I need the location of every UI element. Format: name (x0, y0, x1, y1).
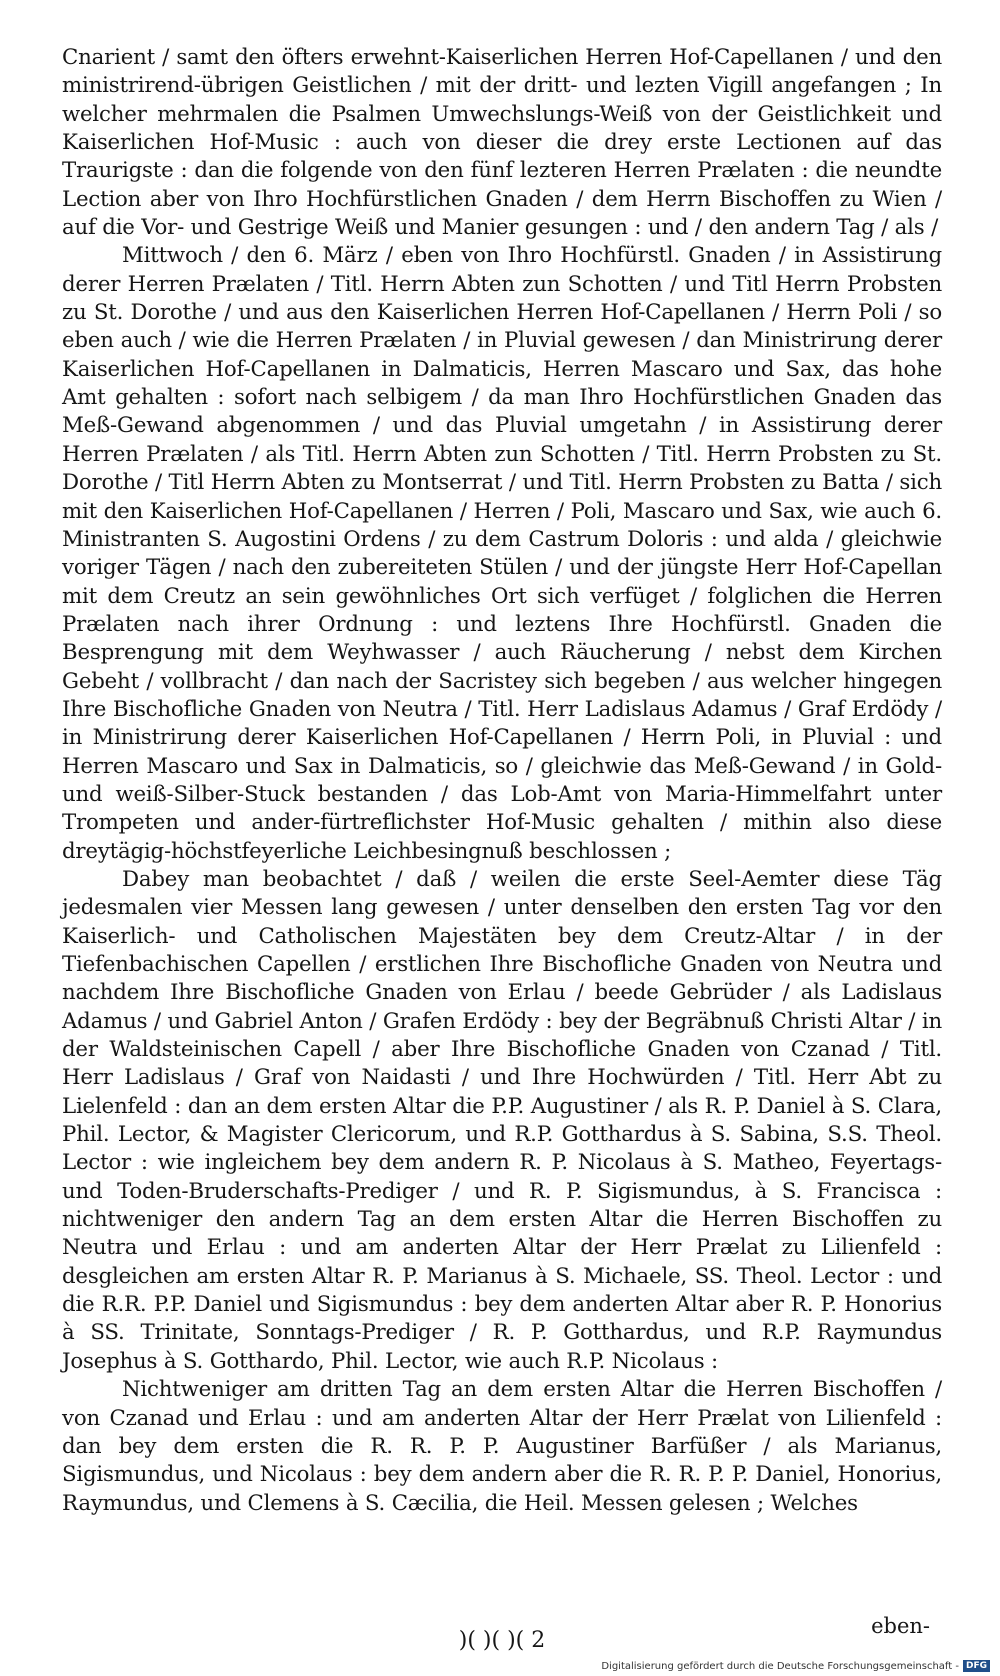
catchword: eben- (871, 1614, 930, 1638)
signature-mark: )( )( )( 2 (458, 1628, 546, 1653)
paragraph-1: Cnarient / samt den öfters erwehnt-Kaiserlichen Herren Hof-Capellanen / und den ministrirend-übrigen Geistlichen / mit der dritt- und lezten Vigill angefangen ; In welcher mehrmalen die Psalmen Umwechslungs-Weiß von der Geistlichkeit und Kaiserlichen Hof-Music : auch von dieser die drey erste Lectionen auf das Traurigste : dan die folgende von den fünf lezteren Herren Prælaten : die neundte Lection aber von Ihro Hochfürstlichen Gnaden / dem Herrn Bischoffen zu Wien / auf die Vor- und Gestrige Weiß und Manier gesungen : und / den andern Tag / als / (62, 45, 942, 241)
paragraph-2: Mittwoch / den 6. März / eben von Ihro Hochfürstl. Gnaden / in Assistirung derer Herren Prælaten / Titl. Herrn Abten zun Schotten / und Titl Herrn Probsten zu St. Dorothe / und aus den Kaiserlichen Herren Hof-Capellanen / Herrn Poli / so eben auch / wie die Herren Prælaten / in Pluvial gewesen / dan Ministrirung derer Kaiserlichen Hof-Capellanen in Dalmaticis, Herren Mascaro und Sax, das hohe Amt gehalten : sofort nach selbigem / da man Ihro Hochfürstlichen Gnaden das Meß-Gewand abgenommen / und das Pluvial umgetahn / in Assistirung derer Herren Prælaten / als Titl. Herrn Abten zun Schotten / Titl. Herrn Probsten zu St. Dorothe / Titl Herrn Abten zu Montserrat / und Titl. Herrn Probsten zu Batta / sich mit den Kaiserlichen Hof-Capellanen / Herren / Poli, Mascaro und Sax, wie auch 6. Ministranten S. Augostini Ordens / zu dem Castrum Doloris : und alda / gleichwie voriger Tägen / nach den zubereiteten Stülen / und der jüngste Herr Hof-Capellan mit dem Creutz an sein gewöhnliches Ort sich verfüget / folglichen die Herren Prælaten nach ihrer Ordnung : und leztens Ihre Hochfürstl. Gnaden die Besprengung mit dem Weyhwasser / auch Räucherung / nebst dem Kirchen Gebeht / vollbracht / dan nach der Sacristey sich begeben / aus welcher hingegen Ihre Bischofliche Gnaden von Neutra / Titl. Herr Ladislaus Adamus / Graf Erdödy / in Ministrirung derer Kaiserlichen Hof-Capellanen / Herrn Poli, in Pluvial : und Herren Mascaro und Sax in Dalmaticis, so / gleichwie das Meß-Gewand / in Gold- und weiß-Silber-Stuck bestanden / das Lob-Amt von Maria-Himmelfahrt unter Trompeten und ander-fürtreflichster Hof-Music gehalten / mithin also diese dreytägig-höchstfeyerliche Leichbesingnuß beschlossen ; (62, 243, 942, 864)
paragraph-4: Nichtweniger am dritten Tag an dem ersten Altar die Herren Bischoffen / von Czanad und Erlau : und am anderten Altar der Herr Prælat von Lilienfeld : dan bey dem ersten die R. R. P. P. Augustiner Barfüßer / als Marianus, Sigismundus, und Nicolaus : bey dem andern aber die R. R. P. P. Daniel, Honorius, Raymundus, und Clemens à S. Cæcilia, die Heil. Messen gelesen ; Welches (62, 1377, 942, 1516)
paragraph-3: Dabey man beobachtet / daß / weilen die erste Seel-Aemter diese Täg jedesmalen vier Messen lang gewesen / unter denselben den ersten Tag vor den Kaiserlich- und Catholischen Majestäten bey dem Creutz-Altar / in der Tiefenbachischen Capellen / erstlichen Ihre Bischofliche Gnaden von Neutra und nachdem Ihre Bischofliche Gnaden von Erlau / beede Gebrüder / als Ladislaus Adamus / und Gabriel Anton / Grafen Erdödy : bey der Begräbnuß Christi Altar / in der Waldsteinischen Capell / aber Ihre Bischofliche Gnaden von Czanad / Titl. Herr Ladislaus / Graf von Naidasti / und Ihre Hochwürden / Titl. Herr Abt zu Lielenfeld : dan an dem ersten Altar die P.P. Augustiner / als R. P. Daniel à S. Clara, Phil. Lector, & Magister Clericorum, und R.P. Gotthardus à S. Sabina, S.S. Theol. Lector : wie ingleichem bey dem andern R. P. Nicolaus à S. Matheo, Feyertags- und Toden-Bruderschafts-Prediger / und R. P. Sigismundus, à S. Francisca : nichtweniger den andern Tag an dem ersten Altar die Herren Bischoffen zu Neutra und Erlau : und am anderten Altar der Herr Prælat zu Lilienfeld : desgleichen am ersten Altar R. P. Marianus à S. Michaele, SS. Theol. Lector : und die R.R. P.P. Daniel und Sigismundus : bey dem anderten Altar aber R. P. Honorius à SS. Trinitate, Sonntags-Prediger / R. P. Gotthardus, und R.P. Raymundus Josephus à S. Gotthardo, Phil. Lector, wie auch R.P. Nicolaus : (62, 866, 942, 1374)
body-text (62, 44, 942, 1518)
credit-text: Digitalisierung gefördert durch die Deutsche Forschungsgemeinschaft - (601, 1660, 959, 1672)
dfg-logo: DFG (963, 1660, 990, 1672)
digitization-credit (601, 1660, 990, 1672)
page-content (62, 44, 942, 1653)
